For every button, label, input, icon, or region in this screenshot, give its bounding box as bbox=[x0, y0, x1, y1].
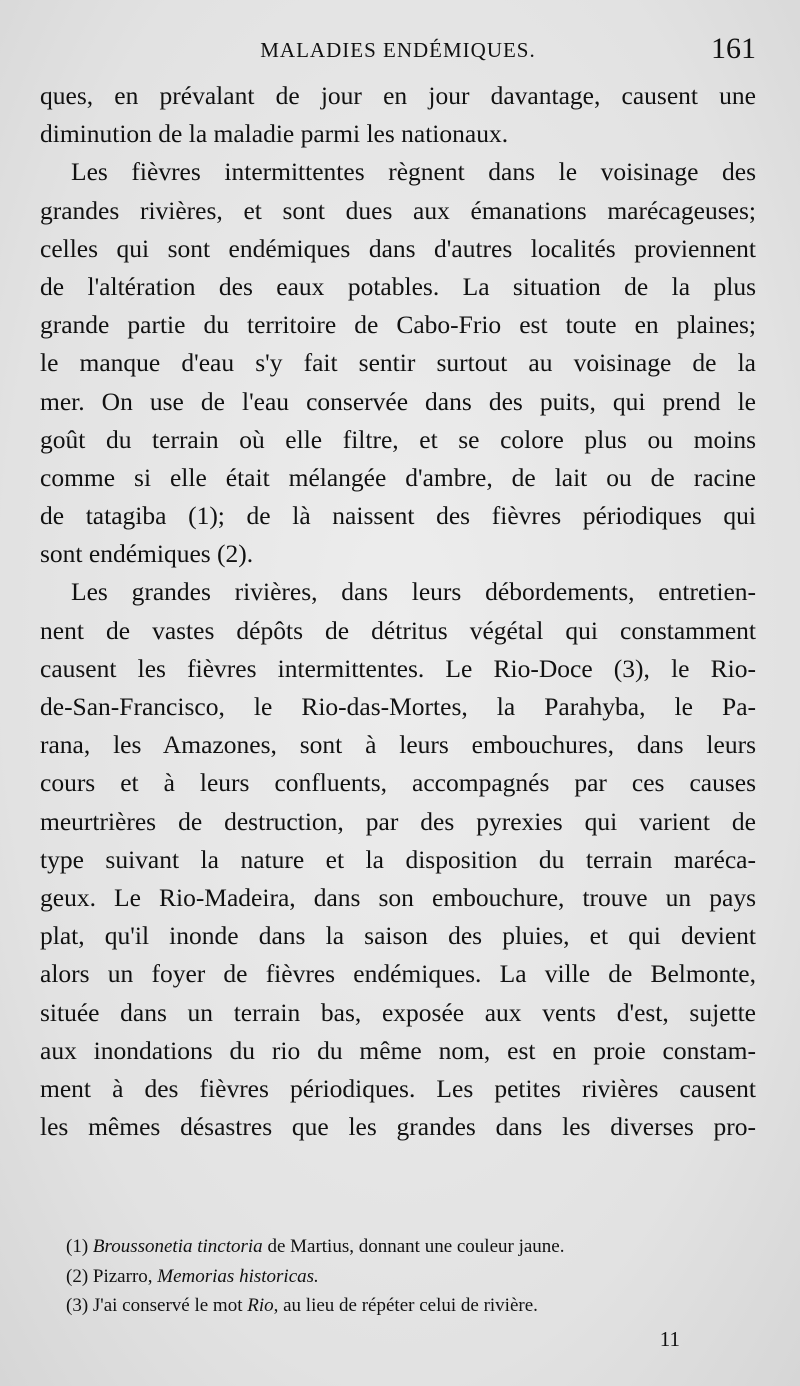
footnote-marker: (3) bbox=[66, 1295, 89, 1316]
footnote-italic: Rio bbox=[247, 1295, 274, 1316]
text-line: Les grandes rivières, dans leurs débordements, entretien- bbox=[71, 577, 756, 607]
text-line: grande partie du territoire de Cabo-Frio est toute en plaines; bbox=[40, 310, 756, 340]
running-head bbox=[40, 32, 756, 72]
text-line: grandes rivières, et sont dues aux émanations marécageuses; bbox=[40, 195, 756, 225]
footnote-2 bbox=[66, 1262, 706, 1292]
text-line: geux. Le Rio-Madeira, dans son embouchure, trouve un pays bbox=[40, 882, 756, 912]
footnotes bbox=[66, 1232, 706, 1321]
text-line: comme si elle était mélangée d'ambre, de lait ou de racine bbox=[40, 462, 756, 492]
text-line: type suivant la nature et la disposition du terrain maréca- bbox=[40, 844, 756, 874]
footnote-italic: Memorias historicas. bbox=[157, 1265, 319, 1287]
page-number: 161 bbox=[711, 32, 756, 65]
footnote-marker: (1) bbox=[66, 1236, 89, 1257]
text-line: sont endémiques (2). bbox=[40, 539, 254, 569]
text-line: située dans un terrain bas, exposée aux vents d'est, sujette bbox=[40, 997, 756, 1027]
text-line: de l'altération des eaux potables. La situation de la plus bbox=[40, 271, 756, 301]
text-line: goût du terrain où elle filtre, et se colore plus ou moins bbox=[40, 424, 756, 454]
footnote-text: J'ai conservé le mot bbox=[92, 1295, 248, 1316]
text-line: diminution de la maladie parmi les nationaux. bbox=[40, 119, 509, 149]
footnote-text: Pizarro, bbox=[92, 1265, 158, 1287]
footnote-3 bbox=[66, 1291, 706, 1321]
footnote-1 bbox=[66, 1232, 706, 1262]
text-line: celles qui sont endémiques dans d'autres localités proviennent bbox=[40, 233, 756, 263]
text-line: ment à des fièvres périodiques. Les petites rivières causent bbox=[40, 1073, 756, 1103]
footnote-marker: (2) bbox=[66, 1265, 89, 1287]
text-line: mer. On use de l'eau conservée dans des puits, qui prend le bbox=[40, 386, 756, 416]
text-line: alors un foyer de fièvres endémiques. La ville de Belmonte, bbox=[40, 959, 756, 989]
text-line: Les fièvres intermittentes règnent dans le voisinage des bbox=[71, 157, 756, 187]
text-line: ques, en prévalant de jour en jour davantage, causent une bbox=[40, 81, 756, 110]
text-line: de tatagiba (1); de là naissent des fièvres périodiques qui bbox=[40, 501, 756, 531]
text-line: plat, qu'il inonde dans la saison des pluies, et qui devient bbox=[40, 921, 756, 951]
text-line: rana, les Amazones, sont à leurs embouchures, dans leurs bbox=[40, 730, 756, 760]
text-line: de-San-Francisco, le Rio-das-Mortes, la Parahyba, le Pa- bbox=[40, 692, 756, 721]
signature-mark: 11 bbox=[659, 1327, 680, 1351]
text-line: nent de vastes dépôts de détritus végétal qui constamment bbox=[40, 615, 756, 645]
text-line: cours et à leurs confluents, accompagnés par ces causes bbox=[40, 768, 756, 798]
footnote-text-after: , au lieu de répéter celui de rivière. bbox=[273, 1295, 538, 1316]
footnote-italic: Broussonetia tinctoria bbox=[92, 1236, 263, 1257]
text-line: le manque d'eau s'y fait sentir surtout au voisinage de la bbox=[40, 348, 756, 378]
text-line: causent les fièvres intermittentes. Le Rio-Doce (3), le Rio- bbox=[40, 653, 756, 683]
footnote-text: de Martius, donnant une couleur jaune. bbox=[262, 1236, 565, 1257]
body-text bbox=[40, 77, 756, 1146]
running-title: MALADIES ENDÉMIQUES. bbox=[260, 38, 536, 62]
text-line: les mêmes désastres que les grandes dans les diverses pro- bbox=[40, 1112, 756, 1142]
text-line: aux inondations du rio du même nom, est en proie constam- bbox=[40, 1035, 756, 1065]
text-line: meurtrières de destruction, par des pyrexies qui varient de bbox=[40, 806, 756, 836]
